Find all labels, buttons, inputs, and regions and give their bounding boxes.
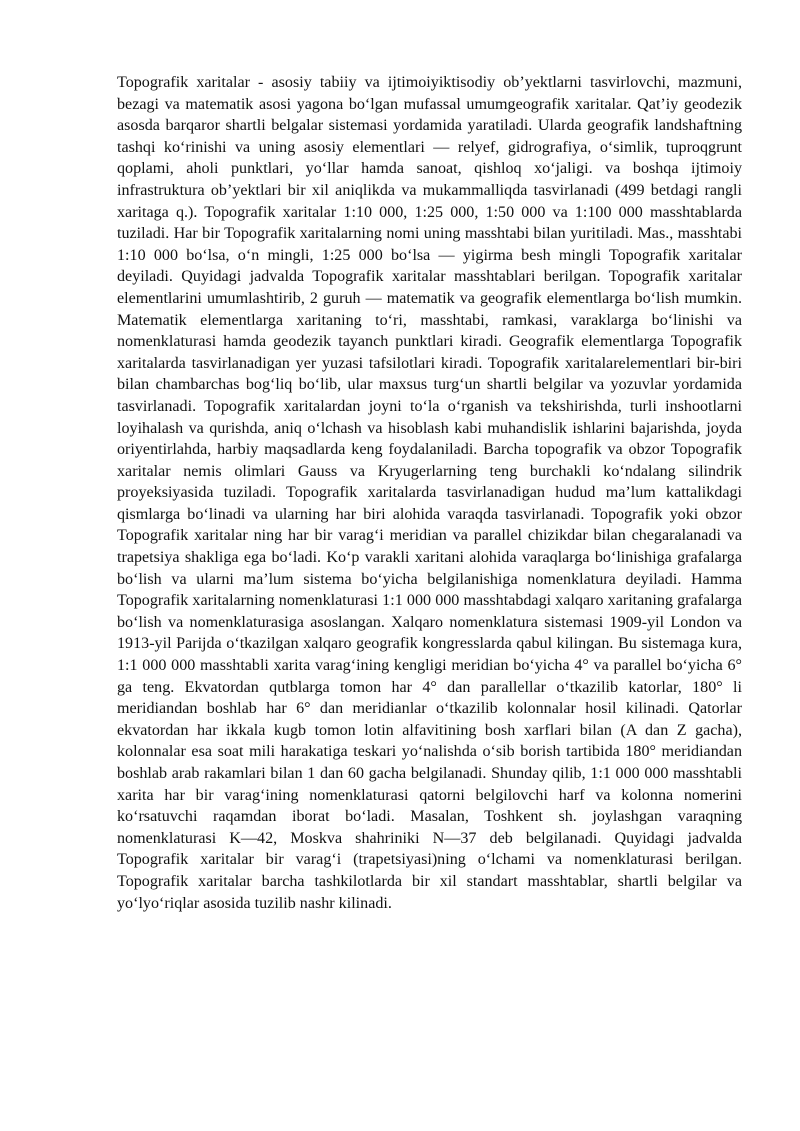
body-paragraph: Topografik xaritalar - asosiy tabiiy va ijtimoiyiktisodiy ob’yektlarni tasvirlovchi, mazmuni, bezagi va matematik asosi yagona bo‘lgan mufassal umumgeografik xaritalar. Qat’iy geodezik asosda barqaror shartli belgalar sistemasi yordamida yaratiladi. Ularda geografik landshaftning tashqi ko‘rinishi va uning asosiy elementlari — relyef, gidrografiya, o‘simlik, tuproqgrunt qoplami, aholi punktlari, yo‘llar hamda sanoat, qishloq xo‘jaligi. va boshqa ijtimoiy infrastruktura ob’yektlari bir xil aniqlikda va mukammalliqda tasvirlanadi (499 betdagi rangli xaritaga q.). Topografik xaritalar 1:10 000, 1:25 000, 1:50 000 va 1:100 000 masshtablarda tuziladi. Har bir Topografik xaritalarning nomi uning masshtabi bilan yuritiladi. Mas., masshtabi 1:10 000 bo‘lsa, o‘n mingli, 1:25 000 bo‘lsa — yigirma besh mingli Topografik xaritalar deyiladi. Quyidagi jadvalda Topografik xaritalar masshtablari berilgan. Topografik xaritalar elementlarini umumlashtirib, 2 guruh — matematik va geografik elementlarga bo‘lish mumkin. Matematik elementlarga xaritaning to‘ri, masshtabi, ramkasi, varaklarga bo‘linishi va nomenklaturasi hamda geodezik tayanch punktlari kiradi. Geografik elementlarga Topografik xaritalarda tasvirlanadigan yer yuzasi tafsilotlari kiradi. Topografik xaritalarelementlari bir-biri bilan chambarchas bog‘liq bo‘lib, ular maxsus turg‘un shartli belgilar va yozuvlar yordamida tasvirlanadi. Topografik xaritalardan joyni to‘la o‘rganish va tekshirishda, turli inshootlarni loyihalash va qurishda, aniq o‘lchash va hisoblash kabi muhandislik ishlarini bajarishda, joyda oriyentirlahda, harbiy maqsadlarda keng foydalaniladi. Barcha topografik va obzor Topografik xaritalar nemis olimlari Gauss va Kryugerlarning teng burchakli ko‘ndalang silindrik proyeksiyasida tuziladi. Topografik xaritalarda tasvirlanadigan hudud ma’lum kattalikdagi qismlarga bo‘linadi va ularning har biri alohida varaqda tasvirlanadi. Topografik yoki obzor Topografik xaritalar ning har bir varag‘i meridian va parallel chizikdar bilan chegaralanadi va trapetsiya shakliga ega bo‘ladi. Ko‘p varakli xaritani alohida varaqlarga bo‘linishiga grafalarga bo‘lish va ularni ma’lum sistema bo‘yicha belgilanishiga nomenklatura deyiladi. Hamma Topografik xaritalarning nomenklaturasi 1:1 000 000 masshtabdagi xalqaro xaritaning grafalarga bo‘lish va nomenklaturasiga asoslangan. Xalqaro nomenklatura sistemasi 1909-yil London va 1913-yil Parijda o‘tkazilgan xalqaro geografik kongresslarda qabul kilingan. Bu sistemaga kura, 1:1 000 000 masshtabli xarita varag‘ining kengligi meridian bo‘yicha 4° va parallel bo‘yicha 6° ga teng. Ekvatordan qutblarga tomon har 4° dan parallellar o‘tkazilib katorlar, 180° li meridiandan boshlab har 6° dan meridianlar o‘tkazilib kolonnalar hosil kilinadi. Qatorlar ekvatordan har ikkala kugb tomon lotin alfavitining bosh xarflari bilan (A dan Z gacha), kolonnalar esa soat mili harakatiga teskari yo‘nalishda o‘sib borish tartibida 180° meridiandan boshlab arab rakamlari bilan 1 dan 60 gacha belgilanadi. Shunday qilib, 1:1 000 000 masshtabli xarita har bir varag‘ining nomenklaturasi qatorni belgilovchi harf va kolonna nomerini ko‘rsatuvchi raqamdan iborat bo‘ladi. Masalan, Toshkent sh. joylashgan varaqning nomenklaturasi K—42, Moskva shahriniki N—37 deb belgilanadi. Quyidagi jadvalda Topografik xaritalar bir varag‘i (trapetsiyasi)ning o‘lchami va nomenklaturasi berilgan. Topografik xaritalar barcha tashkilotlarda bir xil standart masshtablar, shartli belgilar va yo‘lyo‘riqlar asosida tuzilib nashr kilinadi.	[117, 74, 742, 912]
document-page	[117, 72, 742, 914]
